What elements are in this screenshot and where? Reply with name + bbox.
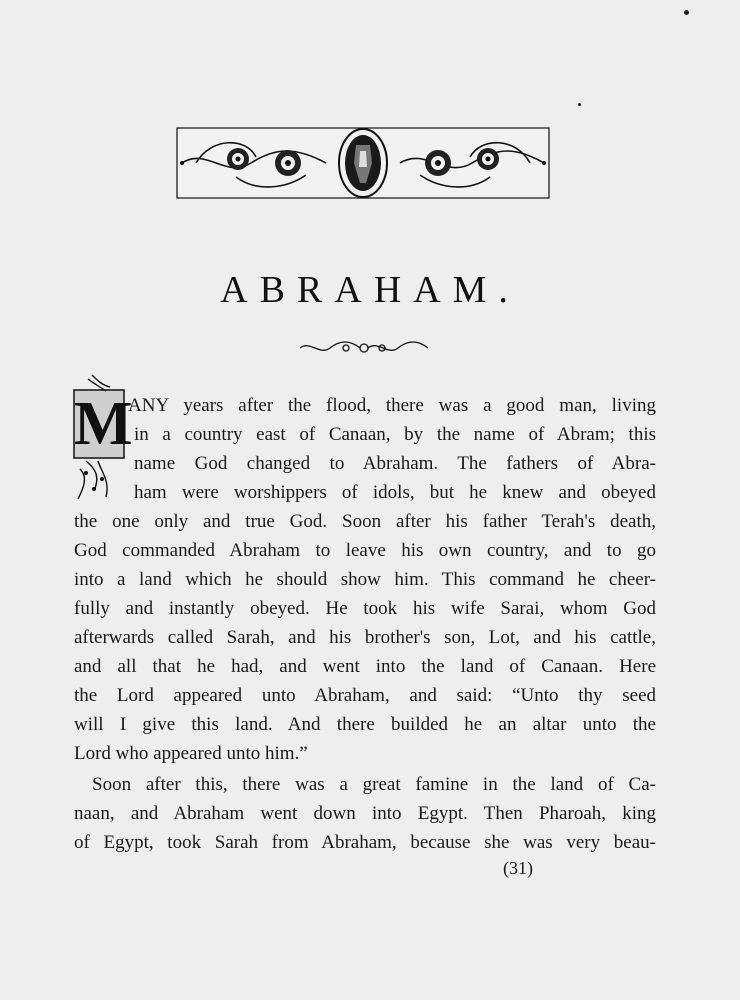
text-line: ANY years after the flood, there was a good man, living xyxy=(128,395,656,416)
text-line: God commanded Abraham to leave his own country, and to go xyxy=(74,540,656,561)
chapter-title: ABRAHAM. xyxy=(220,269,520,311)
header-ornament xyxy=(176,127,550,199)
text-line: fully and instantly obeyed. He took his wife Sarai, whom God xyxy=(74,598,656,619)
text-line: name God changed to Abraham. The fathers of Abra- xyxy=(134,453,656,474)
page-number: (31) xyxy=(503,858,533,878)
text-line: in a country east of Canaan, by the name of Abram; this xyxy=(134,424,656,445)
text-line: afterwards called Sarah, and his brother's son, Lot, and his cattle, xyxy=(74,627,656,648)
text-line: of Egypt, took Sarah from Abraham, because she was very beau- xyxy=(74,832,656,853)
text-line: Soon after this, there was a great famine in the land of Ca- xyxy=(92,774,656,795)
text-line: into a land which he should show him. This command he cheer- xyxy=(74,569,656,590)
ink-speck xyxy=(684,10,689,15)
ink-speck xyxy=(578,103,581,106)
text-line: naan, and Abraham went down into Egypt. Then Pharoah, king xyxy=(74,803,656,824)
text-line: Lord who appeared unto him.” xyxy=(74,743,308,764)
title-flourish xyxy=(298,338,430,358)
text-line: will I give this land. And there builded he an altar unto the xyxy=(74,714,656,735)
drop-cap-letter: M xyxy=(74,390,133,458)
text-line: ham were worshippers of idols, but he knew and obeyed xyxy=(134,482,656,503)
text-line: the one only and true God. Soon after his father Terah's death, xyxy=(74,511,656,532)
text-line: and all that he had, and went into the land of Canaan. Here xyxy=(74,656,656,677)
text-line: the Lord appeared unto Abraham, and said: “Unto thy seed xyxy=(74,685,656,706)
